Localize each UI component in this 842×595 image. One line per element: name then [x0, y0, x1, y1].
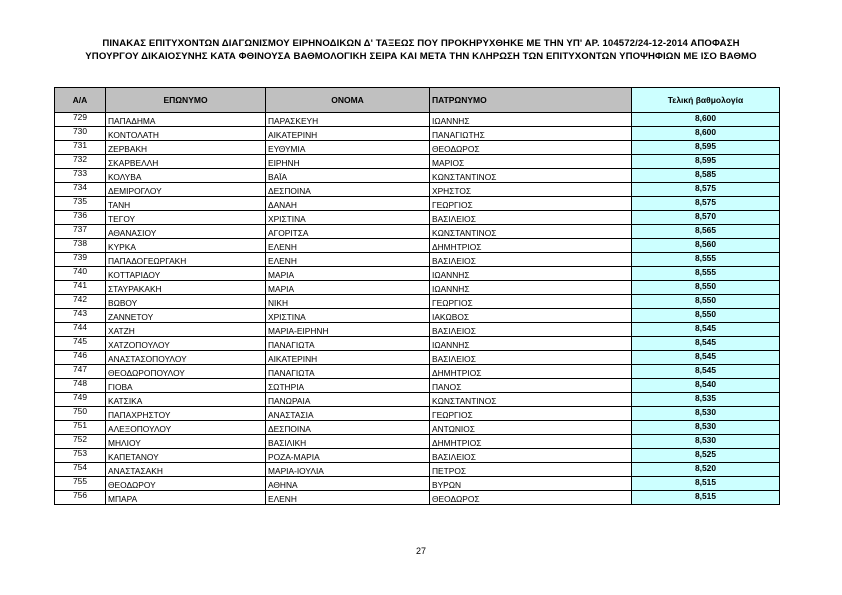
cell-name: ΠΑΝΑΓΙΩΤΑ — [266, 337, 430, 351]
cell-final-score: 8,585 — [632, 169, 780, 183]
cell-aa: 731 — [55, 141, 106, 155]
table-row — [55, 337, 780, 351]
cell-final-score: 8,535 — [632, 393, 780, 407]
cell-surname: ΚΥΡΚΑ — [106, 239, 266, 253]
cell-name: ΒΑΪΑ — [266, 169, 430, 183]
cell-aa: 752 — [55, 435, 106, 449]
cell-aa: 738 — [55, 239, 106, 253]
cell-final-score: 8,600 — [632, 127, 780, 141]
cell-surname: ΠΑΠΑΔΗΜΑ — [106, 113, 266, 127]
cell-patronymic: ΘΕΟΔΩΡΟΣ — [430, 141, 632, 155]
cell-aa: 729 — [55, 113, 106, 127]
cell-name: ΜΑΡΙΑ-ΙΟΥΛΙΑ — [266, 463, 430, 477]
cell-final-score: 8,575 — [632, 183, 780, 197]
cell-aa: 756 — [55, 491, 106, 505]
cell-name: ΡΟΖΑ-ΜΑΡΙΑ — [266, 449, 430, 463]
cell-name: ΑΘΗΝΑ — [266, 477, 430, 491]
cell-surname: ΑΝΑΣΤΑΣΑΚΗ — [106, 463, 266, 477]
cell-name: ΕΛΕΝΗ — [266, 239, 430, 253]
cell-surname: ΧΑΤΖΗ — [106, 323, 266, 337]
column-header-name: ΟΝΟΜΑ — [266, 88, 430, 113]
cell-final-score: 8,565 — [632, 225, 780, 239]
cell-aa: 744 — [55, 323, 106, 337]
table-body — [55, 113, 780, 505]
cell-patronymic: ΔΗΜΗΤΡΙΟΣ — [430, 365, 632, 379]
cell-surname: ΜΗΛΙΟΥ — [106, 435, 266, 449]
cell-surname: ΘΕΟΔΩΡΟΠΟΥΛΟΥ — [106, 365, 266, 379]
cell-name: ΝΙΚΗ — [266, 295, 430, 309]
cell-name: ΠΑΝΩΡΑΙΑ — [266, 393, 430, 407]
column-header-final-score: Τελική βαθμολογία — [632, 88, 780, 113]
cell-aa: 730 — [55, 127, 106, 141]
table-row — [55, 295, 780, 309]
cell-aa: 754 — [55, 463, 106, 477]
table-row — [55, 463, 780, 477]
cell-surname: ΚΟΤΤΑΡΙΔΟΥ — [106, 267, 266, 281]
cell-name: ΜΑΡΙΑ-ΕΙΡΗΝΗ — [266, 323, 430, 337]
table-row — [55, 113, 780, 127]
cell-patronymic: ΙΩΑΝΝΗΣ — [430, 337, 632, 351]
cell-final-score: 8,530 — [632, 435, 780, 449]
table-row — [55, 225, 780, 239]
document-title-line-1: ΠΙΝΑΚΑΣ ΕΠΙΤΥΧΟΝΤΩΝ ΔΙΑΓΩΝΙΣΜΟΥ ΕΙΡΗΝΟΔΙΚΩΝ Δ' ΤΑΞΕΩΣ ΠΟΥ ΠΡΟΚΗΡΥΧΘΗΚΕ ΜΕ ΤΗΝ ΥΠ' ΑΡ. 104572/24-12-2014 ΑΠΟΦΑΣΗ — [102, 38, 740, 49]
table-row — [55, 183, 780, 197]
cell-surname: ΤΑΝΗ — [106, 197, 266, 211]
cell-name: ΧΡΙΣΤΙΝΑ — [266, 309, 430, 323]
column-header-aa: Α/Α — [55, 88, 106, 113]
cell-aa: 736 — [55, 211, 106, 225]
cell-name: ΑΙΚΑΤΕΡΙΝΗ — [266, 127, 430, 141]
table-row — [55, 323, 780, 337]
cell-patronymic: ΠΑΝΑΓΙΩΤΗΣ — [430, 127, 632, 141]
cell-aa: 750 — [55, 407, 106, 421]
table-row — [55, 281, 780, 295]
cell-final-score: 8,555 — [632, 253, 780, 267]
cell-name: ΑΝΑΣΤΑΣΙΑ — [266, 407, 430, 421]
cell-name: ΧΡΙΣΤΙΝΑ — [266, 211, 430, 225]
cell-patronymic: ΚΩΝΣΤΑΝΤΙΝΟΣ — [430, 169, 632, 183]
cell-final-score: 8,515 — [632, 491, 780, 505]
cell-surname: ΚΑΠΕΤΑΝΟΥ — [106, 449, 266, 463]
cell-name: ΕΛΕΝΗ — [266, 253, 430, 267]
cell-final-score: 8,595 — [632, 155, 780, 169]
cell-final-score: 8,525 — [632, 449, 780, 463]
cell-patronymic: ΚΩΝΣΤΑΝΤΙΝΟΣ — [430, 393, 632, 407]
cell-surname: ΚΟΝΤΟΛΑΤΗ — [106, 127, 266, 141]
cell-aa: 740 — [55, 267, 106, 281]
cell-aa: 751 — [55, 421, 106, 435]
cell-surname: ΠΑΠΑΔΟΓΕΩΡΓΑΚΗ — [106, 253, 266, 267]
cell-name: ΕΛΕΝΗ — [266, 491, 430, 505]
header-row — [55, 88, 780, 113]
cell-name: ΑΙΚΑΤΕΡΙΝΗ — [266, 351, 430, 365]
cell-final-score: 8,545 — [632, 351, 780, 365]
cell-patronymic: ΙΩΑΝΝΗΣ — [430, 267, 632, 281]
column-header-surname: ΕΠΩΝΥΜΟ — [106, 88, 266, 113]
table-row — [55, 477, 780, 491]
cell-aa: 748 — [55, 379, 106, 393]
table-row — [55, 309, 780, 323]
cell-surname: ΑΛΕΞΟΠΟΥΛΟΥ — [106, 421, 266, 435]
cell-name: ΠΑΝΑΓΙΩΤΑ — [266, 365, 430, 379]
page-number: 27 — [415, 546, 426, 556]
cell-surname: ΤΕΓΟΥ — [106, 211, 266, 225]
cell-patronymic: ΒΥΡΩΝ — [430, 477, 632, 491]
cell-final-score: 8,570 — [632, 211, 780, 225]
table-row — [55, 253, 780, 267]
cell-final-score: 8,600 — [632, 113, 780, 127]
cell-patronymic: ΓΕΩΡΓΙΟΣ — [430, 295, 632, 309]
cell-aa: 745 — [55, 337, 106, 351]
table-row — [55, 435, 780, 449]
table-row — [55, 155, 780, 169]
cell-final-score: 8,550 — [632, 281, 780, 295]
document-title-line-2: ΥΠΟΥΡΓΟΥ ΔΙΚΑΙΟΣΥΝΗΣ ΚΑΤΑ ΦΘΙΝΟΥΣΑ ΒΑΘΜΟΛΟΓΙΚΗ ΣΕΙΡΑ ΚΑΙ ΜΕΤΑ ΤΗΝ ΚΛΗΡΩΣΗ ΤΩΝ ΕΠΙΤΥΧΟΝΤΩΝ ΥΠΟΨΗΦΙΩΝ ΜΕ ΙΣΟ ΒΑΘΜΟ — [85, 51, 757, 62]
cell-surname: ΜΠΑΡΑ — [106, 491, 266, 505]
cell-final-score: 8,545 — [632, 337, 780, 351]
cell-final-score: 8,595 — [632, 141, 780, 155]
cell-surname: ΔΕΜΙΡΟΓΛΟΥ — [106, 183, 266, 197]
cell-patronymic: ΜΑΡΙΟΣ — [430, 155, 632, 169]
cell-final-score: 8,545 — [632, 365, 780, 379]
cell-name: ΕΙΡΗΝΗ — [266, 155, 430, 169]
cell-final-score: 8,530 — [632, 421, 780, 435]
cell-aa: 743 — [55, 309, 106, 323]
table-header — [55, 88, 780, 113]
cell-surname: ΑΝΑΣΤΑΣΟΠΟΥΛΟΥ — [106, 351, 266, 365]
cell-patronymic: ΙΑΚΩΒΟΣ — [430, 309, 632, 323]
cell-final-score: 8,550 — [632, 309, 780, 323]
cell-patronymic: ΚΩΝΣΤΑΝΤΙΝΟΣ — [430, 225, 632, 239]
table-row — [55, 211, 780, 225]
cell-patronymic: ΒΑΣΙΛΕΙΟΣ — [430, 449, 632, 463]
cell-aa: 741 — [55, 281, 106, 295]
table-row — [55, 239, 780, 253]
cell-surname: ΚΑΤΣΙΚΑ — [106, 393, 266, 407]
cell-surname: ΑΘΑΝΑΣΙΟΥ — [106, 225, 266, 239]
table-row — [55, 407, 780, 421]
table-row — [55, 197, 780, 211]
cell-name: ΔΕΣΠΟΙΝΑ — [266, 421, 430, 435]
table-row — [55, 169, 780, 183]
cell-patronymic: ΘΕΟΔΩΡΟΣ — [430, 491, 632, 505]
cell-patronymic: ΓΕΩΡΓΙΟΣ — [430, 197, 632, 211]
cell-surname: ΘΕΟΔΩΡΟΥ — [106, 477, 266, 491]
cell-surname: ΓΙΟΒΑ — [106, 379, 266, 393]
cell-name: ΜΑΡΙΑ — [266, 267, 430, 281]
cell-name: ΔΕΣΠΟΙΝΑ — [266, 183, 430, 197]
cell-name: ΜΑΡΙΑ — [266, 281, 430, 295]
results-table — [54, 87, 780, 505]
cell-patronymic: ΒΑΣΙΛΕΙΟΣ — [430, 351, 632, 365]
table-row — [55, 379, 780, 393]
cell-aa: 739 — [55, 253, 106, 267]
cell-final-score: 8,560 — [632, 239, 780, 253]
cell-final-score: 8,515 — [632, 477, 780, 491]
cell-final-score: 8,540 — [632, 379, 780, 393]
cell-final-score: 8,530 — [632, 407, 780, 421]
cell-aa: 732 — [55, 155, 106, 169]
column-header-patronymic: ΠΑΤΡΩΝΥΜΟ — [430, 88, 632, 113]
table-row — [55, 449, 780, 463]
cell-surname: ΖΕΡΒΑΚΗ — [106, 141, 266, 155]
table-row — [55, 267, 780, 281]
cell-surname: ΚΟΛΥΒΑ — [106, 169, 266, 183]
cell-name: ΕΥΘΥΜΙΑ — [266, 141, 430, 155]
cell-aa: 755 — [55, 477, 106, 491]
table-row — [55, 141, 780, 155]
cell-final-score: 8,550 — [632, 295, 780, 309]
cell-aa: 747 — [55, 365, 106, 379]
cell-name: ΣΩΤΗΡΙΑ — [266, 379, 430, 393]
cell-patronymic: ΓΕΩΡΓΙΟΣ — [430, 407, 632, 421]
cell-patronymic: ΔΗΜΗΤΡΙΟΣ — [430, 435, 632, 449]
cell-patronymic: ΒΑΣΙΛΕΙΟΣ — [430, 323, 632, 337]
cell-aa: 749 — [55, 393, 106, 407]
cell-aa: 735 — [55, 197, 106, 211]
cell-aa: 753 — [55, 449, 106, 463]
cell-patronymic: ΙΩΑΝΝΗΣ — [430, 281, 632, 295]
cell-name: ΒΑΣΙΛΙΚΗ — [266, 435, 430, 449]
table-row — [55, 393, 780, 407]
cell-surname: ΣΤΑΥΡΑΚΑΚΗ — [106, 281, 266, 295]
cell-aa: 733 — [55, 169, 106, 183]
cell-aa: 746 — [55, 351, 106, 365]
table-row — [55, 491, 780, 505]
cell-patronymic: ΔΗΜΗΤΡΙΟΣ — [430, 239, 632, 253]
cell-patronymic: ΙΩΑΝΝΗΣ — [430, 113, 632, 127]
cell-aa: 742 — [55, 295, 106, 309]
cell-surname: ΒΩΒΟΥ — [106, 295, 266, 309]
cell-patronymic: ΠΑΝΟΣ — [430, 379, 632, 393]
table-row — [55, 127, 780, 141]
table-row — [55, 351, 780, 365]
cell-surname: ΧΑΤΖΟΠΟΥΛΟΥ — [106, 337, 266, 351]
cell-name: ΠΑΡΑΣΚΕΥΗ — [266, 113, 430, 127]
cell-final-score: 8,545 — [632, 323, 780, 337]
cell-aa: 734 — [55, 183, 106, 197]
cell-final-score: 8,555 — [632, 267, 780, 281]
cell-patronymic: ΧΡΗΣΤΟΣ — [430, 183, 632, 197]
cell-surname: ΠΑΠΑΧΡΗΣΤΟΥ — [106, 407, 266, 421]
cell-patronymic: ΠΕΤΡΟΣ — [430, 463, 632, 477]
cell-surname: ΣΚΑΡΒΕΛΛΗ — [106, 155, 266, 169]
table-row — [55, 365, 780, 379]
cell-patronymic: ΑΝΤΩΝΙΟΣ — [430, 421, 632, 435]
cell-name: ΑΓΟΡΙΤΣΑ — [266, 225, 430, 239]
cell-final-score: 8,575 — [632, 197, 780, 211]
table-row — [55, 421, 780, 435]
cell-surname: ΖΑΝΝΕΤΟΥ — [106, 309, 266, 323]
cell-aa: 737 — [55, 225, 106, 239]
cell-final-score: 8,520 — [632, 463, 780, 477]
cell-patronymic: ΒΑΣΙΛΕΙΟΣ — [430, 211, 632, 225]
cell-patronymic: ΒΑΣΙΛΕΙΟΣ — [430, 253, 632, 267]
cell-name: ΔΑΝΑΗ — [266, 197, 430, 211]
